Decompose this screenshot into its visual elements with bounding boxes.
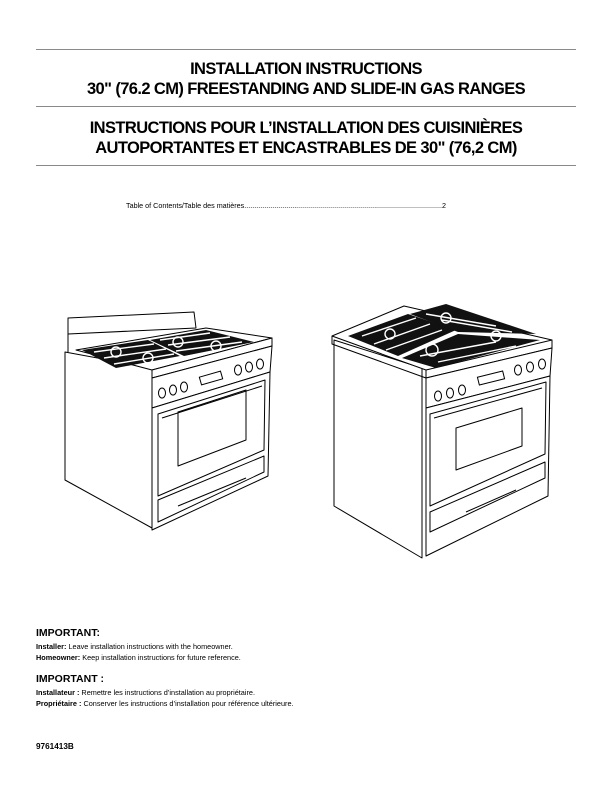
- homeowner-text-english: Keep installation instructions for future reference.: [80, 653, 241, 662]
- installer-note-french: [36, 688, 255, 697]
- important-heading-french: IMPORTANT :: [36, 673, 105, 685]
- title-english-line-1: INSTALLATION INSTRUCTIONS: [190, 60, 422, 78]
- important-heading-english: IMPORTANT:: [36, 627, 100, 639]
- installer-text-french: Remettre les instructions d’installation au propriétaire.: [79, 688, 256, 697]
- installer-text-english: Leave installation instructions with the homeowner.: [66, 642, 233, 651]
- installer-label-english: Installer:: [36, 642, 67, 651]
- homeowner-text-french: Conserver les instructions d’installation pour référence ultérieure.: [81, 699, 294, 708]
- homeowner-label-french: Propriétaire :: [36, 699, 82, 708]
- top-rule: [36, 49, 576, 50]
- slide-in-range-illustration: [326, 300, 556, 562]
- table-of-contents-entry[interactable]: [126, 201, 486, 210]
- installer-note-english: [36, 642, 233, 651]
- title-french-line-2: AUTOPORTANTES ET ENCASTRABLES DE 30" (76,2 CM): [95, 139, 517, 157]
- toc-page-number: 2: [441, 201, 446, 210]
- freestanding-range-illustration: [60, 300, 280, 538]
- document-number: 9761413B: [36, 742, 74, 751]
- homeowner-note-french: [36, 699, 294, 708]
- title-english-line-2: 30" (76.2 CM) FREESTANDING AND SLIDE-IN GAS RANGES: [86, 80, 526, 98]
- bottom-rule: [36, 165, 576, 166]
- title-french-line-1: INSTRUCTIONS POUR L’INSTALLATION DES CUISINIÈRES: [89, 119, 523, 137]
- homeowner-label-english: Homeowner:: [36, 653, 81, 662]
- homeowner-note-english: [36, 653, 241, 662]
- middle-rule: [36, 106, 576, 107]
- toc-leader: ...................................................................................................: [244, 201, 442, 210]
- installer-label-french: Installateur :: [36, 688, 80, 697]
- toc-label: Table of Contents/Table des matières: [126, 201, 245, 210]
